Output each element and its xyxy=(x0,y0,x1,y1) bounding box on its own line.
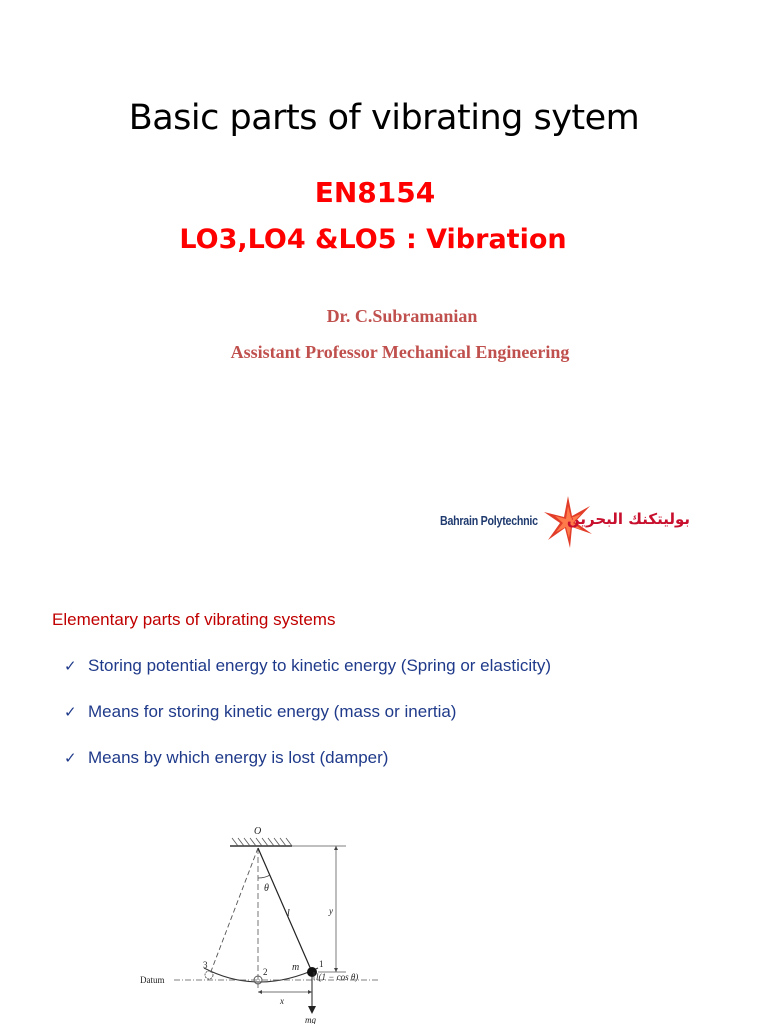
bullet-text: Storing potential energy to kinetic energy (Spring or elasticity) xyxy=(88,656,552,675)
position-2-label: 2 xyxy=(263,967,268,977)
height-label: l(1 − cos θ) xyxy=(316,972,359,982)
list-item xyxy=(64,656,551,702)
course-code: EN8154 xyxy=(314,176,436,209)
bullet-text: Means for storing kinetic energy (mass or inertia) xyxy=(88,702,457,721)
logo-english-text: Bahrain Polytechnic xyxy=(440,513,538,528)
content-slide xyxy=(0,580,768,1024)
position-3-bob xyxy=(205,971,213,979)
checkmark-icon: ✓ xyxy=(64,703,77,721)
section-heading: Elementary parts of vibrating systems xyxy=(52,610,336,629)
length-label: l xyxy=(287,908,290,919)
x-label: x xyxy=(280,996,284,1006)
datum-label: Datum xyxy=(140,975,165,985)
ceiling-support xyxy=(230,838,292,846)
string-right xyxy=(258,848,312,972)
angle-arc xyxy=(258,875,270,878)
pendulum-diagram xyxy=(130,820,430,1024)
weight-arrowhead xyxy=(308,1006,316,1014)
mass-label: m xyxy=(292,962,300,973)
institution-logo xyxy=(436,494,696,550)
logo-arabic-text: بوليتكنك البحرين xyxy=(566,510,690,528)
list-item xyxy=(64,702,551,748)
author-role: Assistant Professor Mechanical Engineering xyxy=(230,342,570,362)
pivot-label: O xyxy=(254,826,262,837)
slide-title: Basic parts of vibrating sytem xyxy=(128,98,640,138)
string-left xyxy=(210,848,258,974)
y-label: y xyxy=(329,906,333,916)
checkmark-icon: ✓ xyxy=(64,657,77,675)
angle-label: θ xyxy=(264,883,269,894)
position-1-label: 1 xyxy=(319,959,324,969)
position-3-label: 3 xyxy=(203,960,208,970)
weight-label: mg xyxy=(305,1015,316,1024)
list-item xyxy=(64,748,551,794)
bullet-text: Means by which energy is lost (damper) xyxy=(88,748,389,767)
slide-subtitle: LO3,LO4 &LO5 : Vibration xyxy=(179,224,567,255)
checkmark-icon: ✓ xyxy=(64,749,77,767)
bullet-list xyxy=(64,656,551,794)
author-name: Dr. C.Subramanian xyxy=(326,306,478,326)
